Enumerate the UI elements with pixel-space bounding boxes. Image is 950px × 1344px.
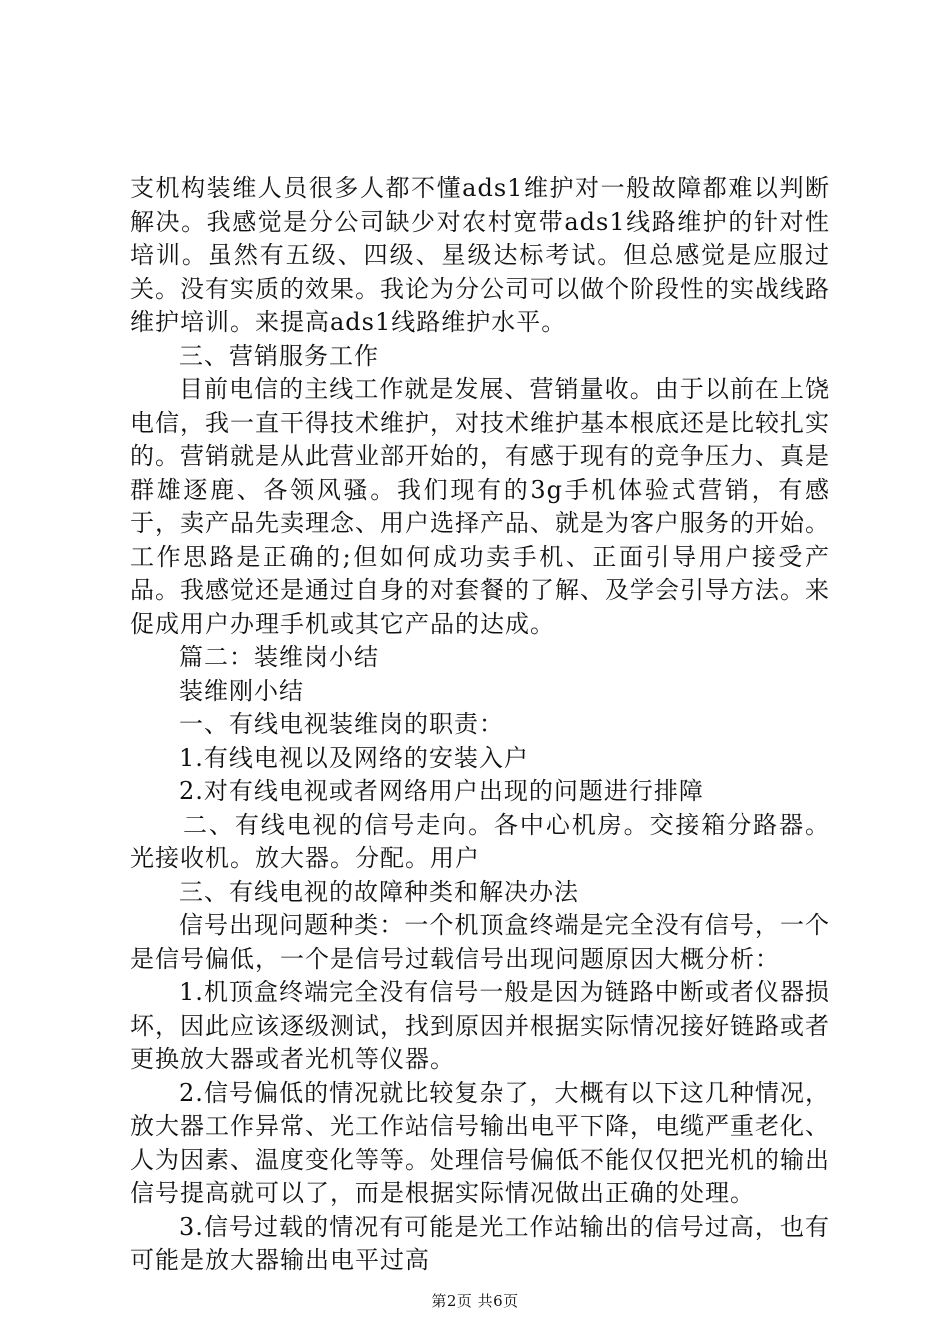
section-heading: 篇二：装维岗小结: [179, 643, 379, 671]
section-heading: 三、有线电视的故障种类和解决办法: [179, 877, 579, 906]
document-body: [130, 172, 830, 1278]
list-item: 2.对有线电视或者网络用户出现的问题进行排障: [179, 777, 704, 805]
section-heading: 三、营销服务工作: [179, 341, 379, 370]
list-item: 3.信号过载的情况有可能是光工作站输出的信号过高，也有可能是放大器输出电平过高: [130, 1212, 830, 1274]
list-item: 2.信号偏低的情况就比较复杂了，大概有以下这几种情况，放大器工作异常、光工作站信号输出电平下降，电缆严重老化、人为因素、温度变化等等。处理信号偏低不能仅仅把光机的输出信号提高就可以了，而是根据实际情况做出正确的处理。: [130, 1078, 830, 1207]
paragraph: 信号出现问题种类：一个机顶盒终端是完全没有信号，一个是信号偏低，一个是信号过载信号出现问题原因大概分析：: [130, 911, 830, 973]
section-heading: 装维刚小结: [179, 676, 304, 705]
page-number-footer: 第2页 共6页: [431, 1292, 519, 1310]
list-item: 1.机顶盒终端完全没有信号一般是因为链路中断或者仪器损坏，因此应该逐级测试，找到原因并根据实际情况接好链路或者更换放大器或者光机等仪器。: [130, 978, 830, 1073]
paragraph: 二、有线电视的信号走向。各中心机房。交接箱分路器。光接收机。放大器。分配。用户: [130, 810, 830, 872]
section-heading: 一、有线电视装维岗的职责：: [179, 710, 504, 738]
list-item: 1.有线电视以及网络的安装入户: [179, 743, 529, 772]
paragraph: 目前电信的主线工作就是发展、营销量收。由于以前在上饶电信，我一直干得技术维护，对技术维护基本根底还是比较扎实的。营销就是从此营业部开始的，有感于现有的竞争压力、真是群雄逐鹿、各领风骚。我们现有的3g手机体验式营销，有感于，卖产品先卖理念、用户选择产品、就是为客户服务的开始。工作思路是正确的;但如何成功卖手机、正面引导用户接受产品。我感觉还是通过自身的对套餐的了解、及学会引导方法。来促成用户办理手机或其它产品的达成。: [130, 375, 830, 638]
paragraph: 支机构装维人员很多人都不懂ads1维护对一般故障都难以判断解决。我感觉是分公司缺少对农村宽带ads1线路维护的针对性培训。虽然有五级、四级、星级达标考试。但总感觉是应服过关。没有实质的效果。我论为分公司可以做个阶段性的实战线路维护培训。来提高ads1线路维护水平。: [130, 174, 830, 336]
